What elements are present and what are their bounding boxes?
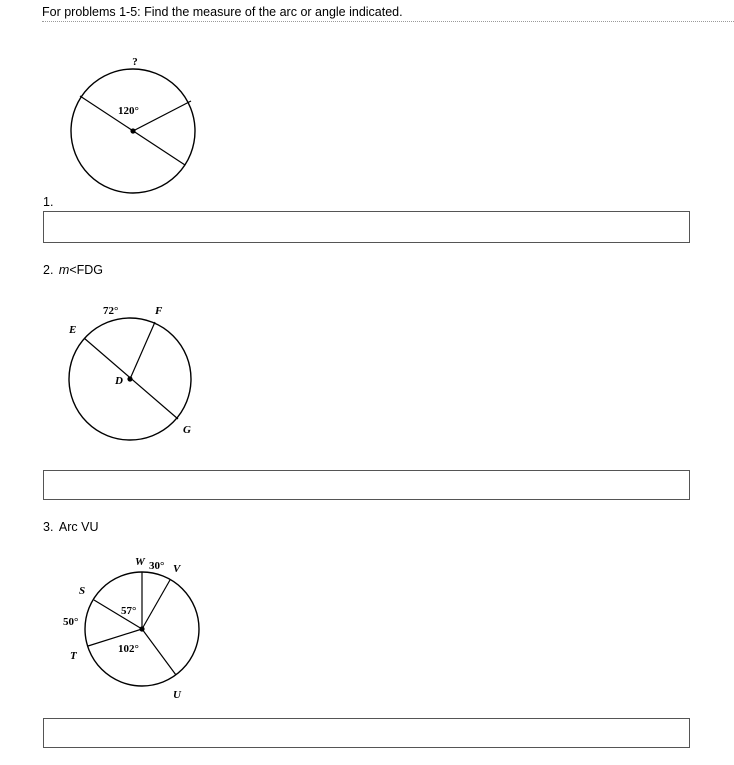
problem-3-label-s: S <box>79 585 86 597</box>
problem-3-label-w: W <box>135 556 145 568</box>
problem-2-label-d: D <box>115 375 123 387</box>
problem-2-center-d <box>127 376 132 381</box>
problem-3-arc-wv-label: 30° <box>149 560 165 572</box>
problem-3-answer-box[interactable] <box>43 718 690 748</box>
problem-3-center-point <box>139 626 144 631</box>
problem-1-figure <box>60 52 210 202</box>
problem-1-number: 1. <box>43 195 54 209</box>
problem-1-angle-label: 120° <box>118 105 139 117</box>
problem-2-figure <box>60 300 220 450</box>
problem-3-angle-bottom-label: 102° <box>118 643 139 655</box>
problem-2-measure-prefix: m <box>58 263 70 277</box>
problem-2-arc-label: 72° <box>103 305 119 317</box>
header-divider <box>42 21 734 22</box>
problem-3-radius-u <box>142 629 176 675</box>
problem-3-prompt <box>43 520 99 534</box>
problem-2-radius-df <box>130 322 155 379</box>
problem-1-answer-box[interactable] <box>43 211 690 243</box>
problem-1-radius <box>133 101 191 131</box>
problem-2-angle-name: <FDG <box>69 263 104 277</box>
problem-3-label-u: U <box>173 689 181 701</box>
instructions-header: For problems 1-5: Find the measure of the arc or angle indicated. <box>42 5 403 19</box>
problem-3-label-v: V <box>173 563 181 575</box>
problem-3-arc-st-label: 50° <box>63 616 79 628</box>
problem-1-unknown-label: ? <box>132 56 138 68</box>
problem-2-prompt <box>43 263 103 277</box>
problem-2-label-f: F <box>155 305 163 317</box>
problem-3-figure <box>55 552 215 707</box>
problem-3-label-t: T <box>70 650 77 662</box>
problem-2-answer-box[interactable] <box>43 470 690 500</box>
problem-3-angle-center-label: 57° <box>121 605 137 617</box>
problem-3-number: 3. <box>43 520 54 534</box>
problem-1-center-point <box>130 128 135 133</box>
problem-3-prompt-text: Arc VU <box>58 520 99 534</box>
problem-2-label-g: G <box>183 424 191 436</box>
problem-3-radius-v <box>142 580 170 629</box>
problem-2-number: 2. <box>43 263 54 277</box>
problem-2-label-e: E <box>69 324 77 336</box>
